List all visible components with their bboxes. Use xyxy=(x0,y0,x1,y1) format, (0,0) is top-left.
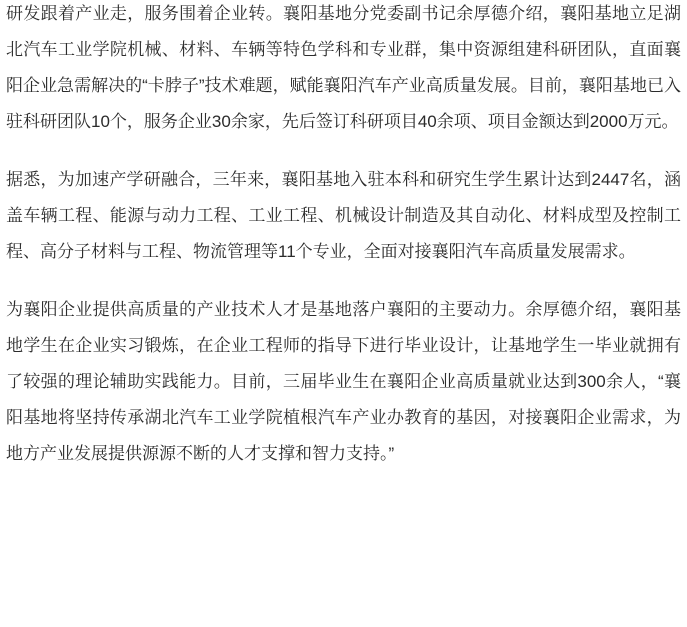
paragraph-1: 研发跟着产业走，服务围着企业转。襄阳基地分党委副书记余厚德介绍，襄阳基地立足湖北汽车工业学院机械、材料、车辆等特色学科和专业群，集中资源组建科研团队，直面襄阳企业急需解决的“卡脖子”技术难题，赋能襄阳汽车产业高质量发展。目前，襄阳基地已入驻科研团队10个，服务企业30余家，先后签订科研项目40余项、项目金额达到2000万元。 xyxy=(6,4,681,131)
paragraph-3: 为襄阳企业提供高质量的产业技术人才是基地落户襄阳的主要动力。余厚德介绍，襄阳基地学生在企业实习锻炼，在企业工程师的指导下进行毕业设计，让基地学生一毕业就拥有了较强的理论辅助实践能力。目前，三届毕业生在襄阳企业高质量就业达到300余人，“襄阳基地将坚持传承湖北汽车工业学院植根汽车产业办教育的基因，对接襄阳企业需求，为地方产业发展提供源源不断的人才支撑和智力支持。” xyxy=(6,300,681,463)
paragraph-2: 据悉，为加速产学研融合，三年来，襄阳基地入驻本科和研究生学生累计达到2447名，涵盖车辆工程、能源与动力工程、工业工程、机械设计制造及其自动化、材料成型及控制工程、高分子材料与工程、物流管理等11个专业，全面对接襄阳汽车高质量发展需求。 xyxy=(6,170,681,261)
